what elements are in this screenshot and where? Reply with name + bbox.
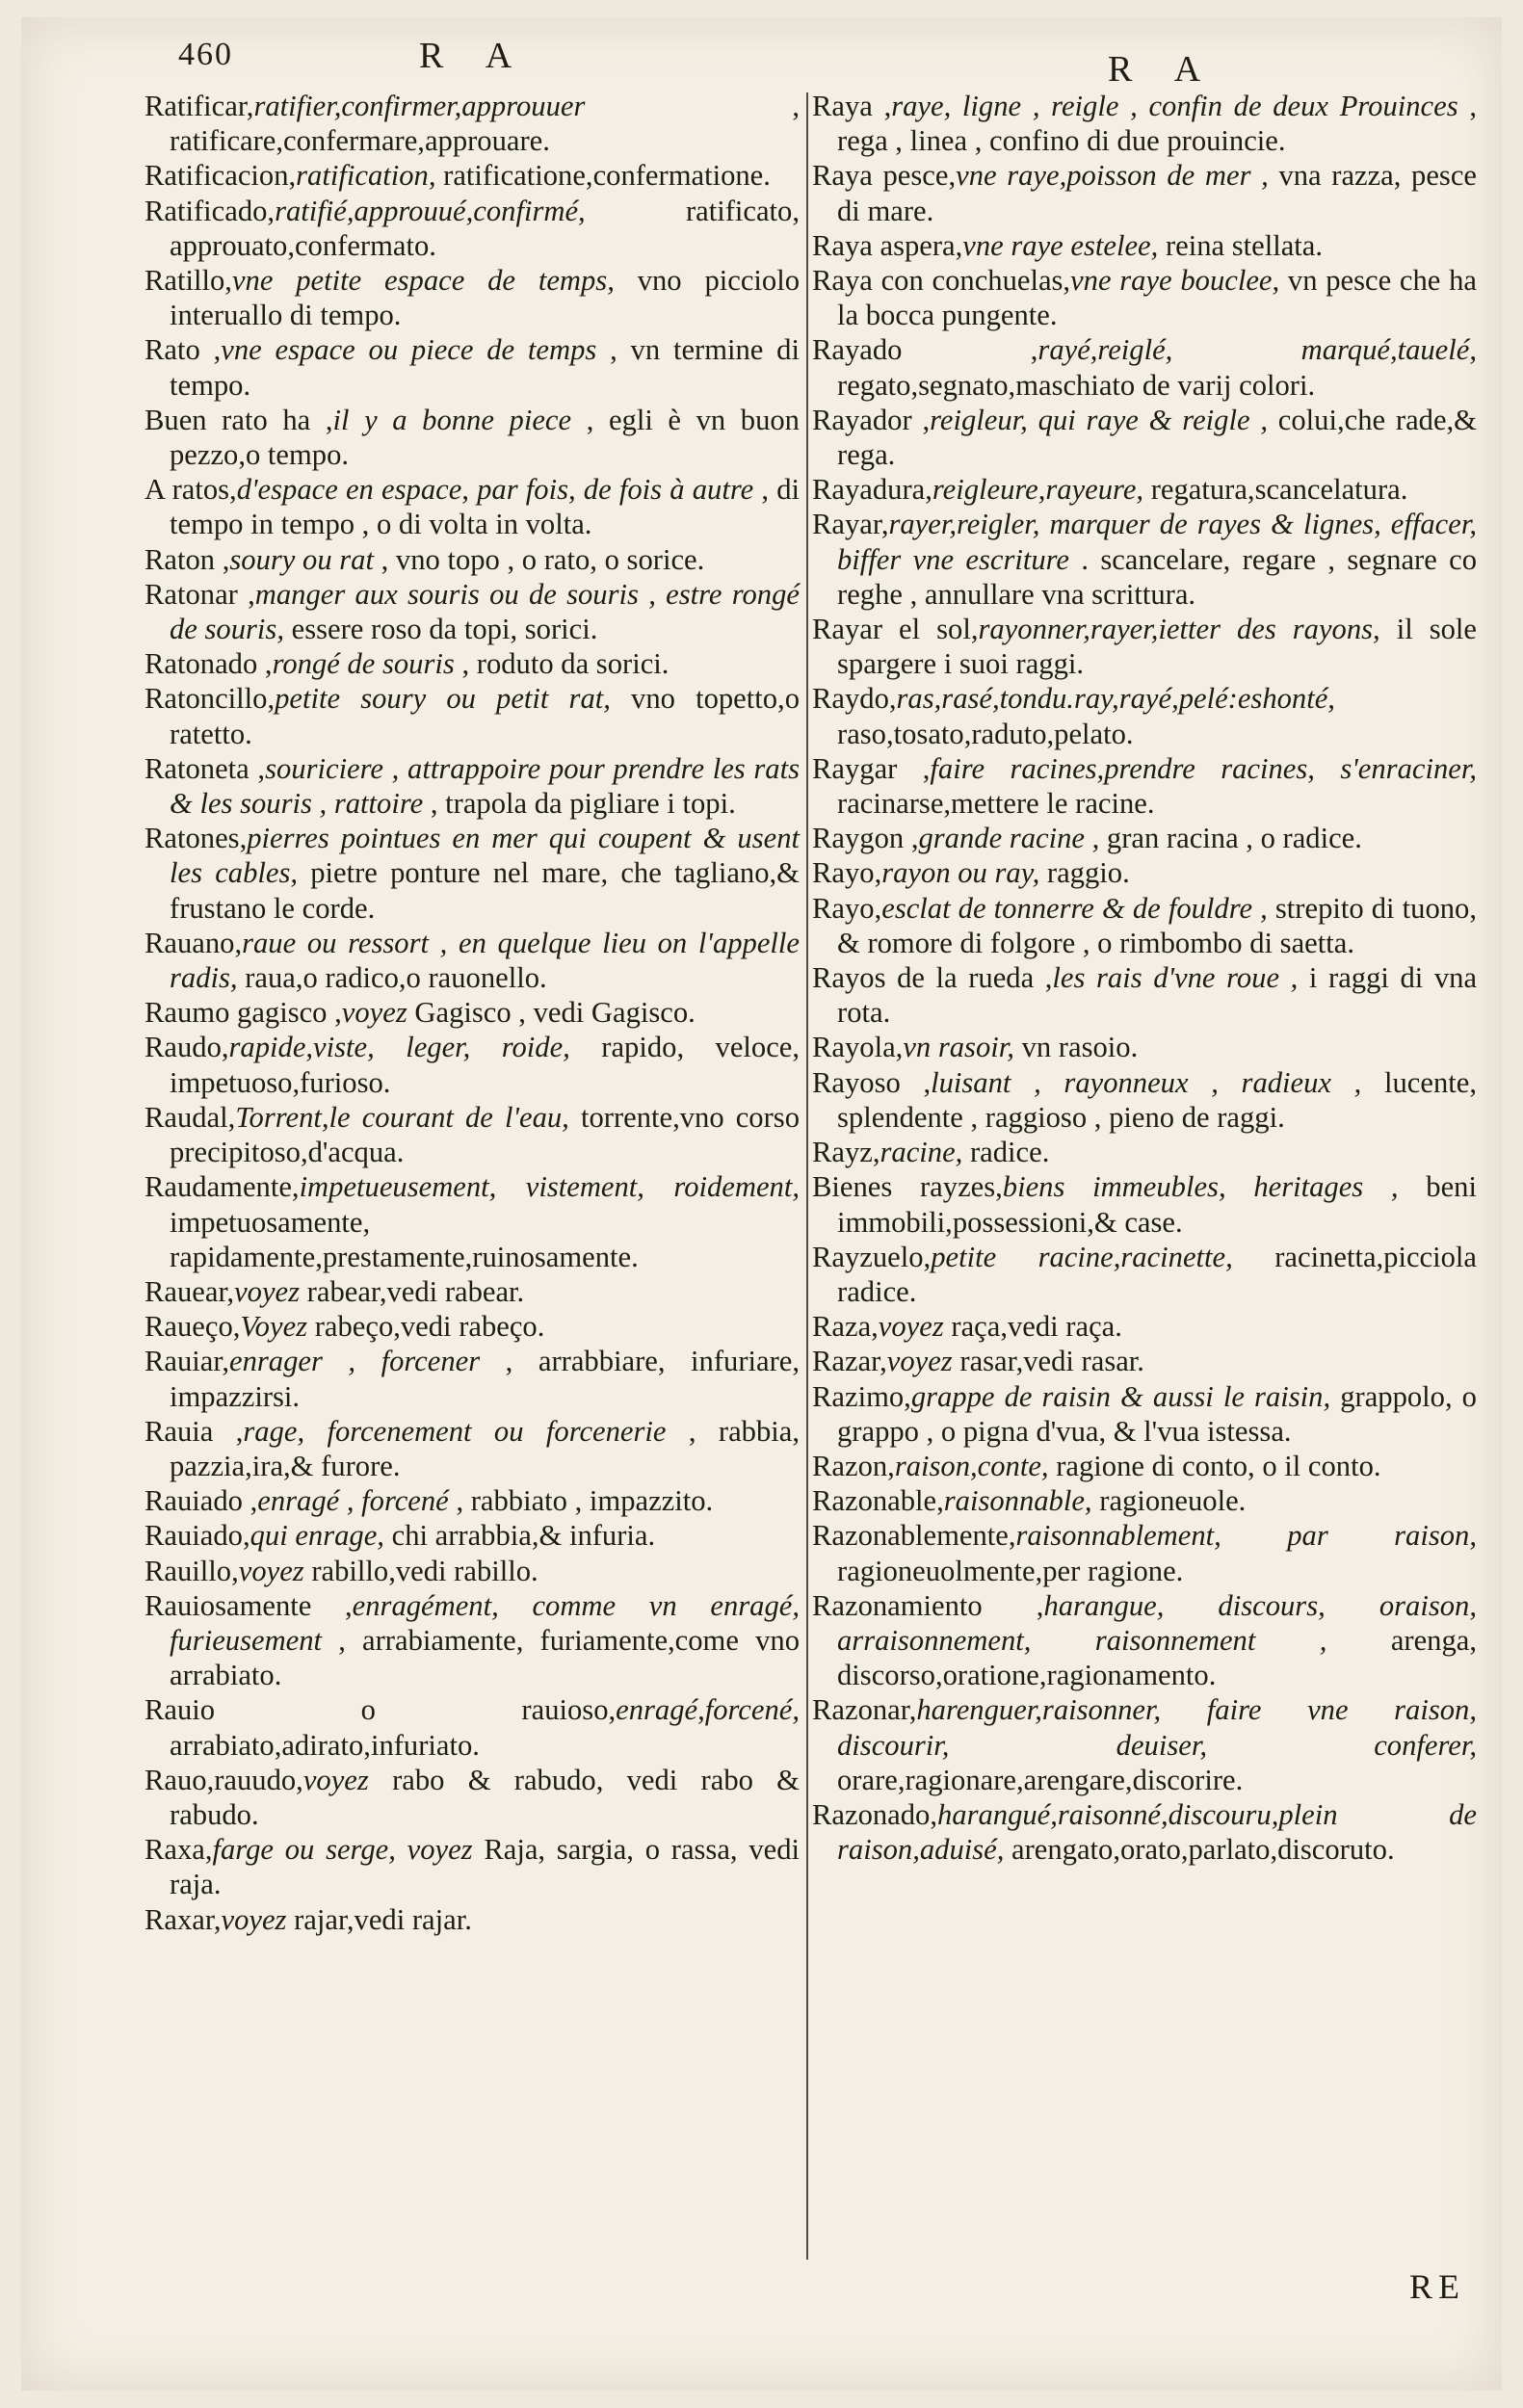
entry-headword: Bienes rayzes, — [812, 1170, 1003, 1204]
dictionary-entry — [144, 1518, 800, 1553]
dictionary-entry — [812, 507, 1477, 612]
entry-italian: beni immobili,possessioni,& case. — [837, 1170, 1477, 1239]
entry-headword: Rayzuelo, — [812, 1240, 932, 1273]
entry-french: Voyez — [240, 1310, 308, 1344]
entry-french: rage, forcenement ou forcenerie — [243, 1414, 667, 1448]
entry-italian: , trapola da pigliare i topi. — [430, 787, 736, 821]
dictionary-entry — [144, 1692, 800, 1762]
entry-headword: Rauiado, — [144, 1519, 250, 1553]
entry-italian: , arrabiamente, furiamente,come vno arrabiato. — [170, 1623, 800, 1692]
entry-italian: , ratificare,confermare,approuare. — [170, 90, 800, 158]
dictionary-entry — [812, 960, 1477, 1030]
entry-headword: Raumo gagisco , — [144, 996, 342, 1030]
entry-italian: , di tempo in tempo , o di volta in volta. — [170, 473, 801, 541]
dictionary-entry — [144, 158, 800, 193]
dictionary-entry — [144, 1274, 800, 1309]
entry-italian: ratificatione,confermatione. — [443, 159, 771, 193]
dictionary-entry — [144, 472, 800, 541]
entry-french: rongé de souris — [272, 647, 455, 681]
dictionary-entry — [812, 1483, 1477, 1518]
entry-headword: Ratones, — [144, 822, 248, 855]
entry-headword: Ratificacion, — [144, 159, 297, 193]
dictionary-entry — [144, 263, 800, 332]
entry-headword: Rayador , — [812, 403, 931, 436]
entry-french: rayon ou ray, — [881, 856, 1040, 890]
entry-french: voyez — [886, 1345, 953, 1378]
dictionary-entry — [812, 751, 1477, 821]
entry-headword: Rauio o rauioso, — [144, 1693, 617, 1727]
entry-french: harangué,raisonné,discouru,plein de raison,aduisé, — [837, 1797, 1477, 1867]
entry-headword: Rauiosamente , — [144, 1588, 353, 1622]
entry-french: vne espace ou piece de temps — [221, 333, 597, 367]
entry-headword: Rayoso , — [812, 1065, 932, 1099]
entry-headword: Ratificar, — [144, 90, 254, 122]
entry-french: raison,conte, — [894, 1449, 1049, 1482]
entry-headword: Raya pesce, — [812, 159, 957, 193]
entry-headword: Rato , — [144, 333, 222, 367]
entry-french: voyez — [238, 1554, 304, 1587]
dictionary-entry — [812, 263, 1477, 332]
entry-italian: orare,ragionare,arengare,discorire. — [837, 1763, 1244, 1796]
dictionary-entry — [812, 1379, 1477, 1449]
entry-italian: ragioneuole. — [1099, 1484, 1247, 1518]
entry-french: vne petite espace de temps, — [231, 264, 615, 298]
entry-french: voyez — [234, 1274, 301, 1308]
entry-italian: grappolo, o grappo , o pigna d'vua, & l'vua istessa. — [837, 1379, 1477, 1448]
entry-italian: , roduto da sorici. — [461, 647, 670, 681]
entry-headword: Rauia , — [144, 1414, 244, 1448]
entry-french: vne raye bouclee, — [1070, 264, 1280, 298]
entry-headword: Ratificado, — [144, 194, 276, 227]
dictionary-entry — [812, 821, 1477, 855]
entry-italian: essere roso da topi, sorici. — [291, 613, 598, 646]
dictionary-entry — [812, 1449, 1477, 1483]
entry-french: vne raye,poisson de mer , — [956, 159, 1269, 193]
entry-headword: Raygon , — [812, 822, 919, 855]
entry-italian: , rabbia, pazzia,ira,& furore. — [170, 1414, 800, 1482]
entry-french: raue ou ressort , en quelque lieu on l'appelle radis, — [170, 926, 800, 995]
entry-italian: lucente, splendente , raggioso , pieno de raggi. — [837, 1065, 1477, 1134]
entry-french: voyez — [341, 996, 407, 1030]
entry-headword: Razon, — [812, 1449, 895, 1482]
dictionary-entry — [144, 1588, 800, 1693]
entry-italian: rajar,vedi rajar. — [294, 1902, 472, 1936]
entry-headword: Rauo,rauudo, — [144, 1763, 303, 1796]
entry-headword: Ratonar , — [144, 577, 255, 611]
dictionary-entry — [812, 1309, 1477, 1344]
entry-headword: Razonar, — [812, 1693, 917, 1727]
entry-italian: racinetta,picciola radice. — [837, 1240, 1477, 1308]
right-column — [812, 89, 1477, 1867]
entry-french: esclat de tonnerre & de fouldre , — [881, 891, 1268, 925]
entry-headword: Razonablemente, — [812, 1519, 1016, 1553]
entry-italian: raggio. — [1046, 856, 1130, 890]
catchword: RE — [1408, 2267, 1465, 2306]
entry-french: d'espace en espace, par fois, de fois à autre — [236, 473, 754, 507]
entry-headword: Rayar, — [812, 508, 889, 541]
dictionary-entry — [144, 332, 800, 402]
entry-french: reigleure,rayeure, — [932, 473, 1144, 507]
left-column — [144, 89, 800, 1937]
entry-italian: rapido, veloce, impetuoso,furioso. — [170, 1031, 800, 1099]
dictionary-entry — [144, 681, 800, 750]
entry-french: ras,rasé,tondu.ray,rayé,pelé:eshonté, — [896, 682, 1335, 716]
entry-headword: Ratoncillo, — [144, 682, 276, 716]
entry-italian: , rega , linea , confino di due prouincie. — [837, 90, 1477, 158]
entry-french: luisant , rayonneux , radieux , — [931, 1065, 1362, 1099]
entry-italian: raso,tosato,raduto,pelato. — [837, 717, 1134, 750]
entry-italian: ragione di conto, o il conto. — [1056, 1449, 1381, 1482]
dictionary-entry — [812, 1240, 1477, 1309]
entry-french: enragé , forcené — [257, 1484, 449, 1518]
dictionary-entry — [812, 1344, 1477, 1378]
entry-italian: ragioneuolmente,per ragione. — [837, 1554, 1184, 1587]
entry-headword: Rauear, — [144, 1274, 235, 1308]
entry-headword: Raya , — [812, 90, 892, 122]
entry-italian: arengato,orato,parlato,discoruto. — [1011, 1833, 1395, 1867]
entry-french: ratification, — [296, 159, 436, 193]
entry-french: impetueusement, vistement, roidement, — [299, 1170, 800, 1204]
entry-french: pierres pointues en mer qui coupent & usent les cables, — [170, 822, 800, 890]
dictionary-entry — [812, 1692, 1477, 1797]
right-running-head: R A — [1108, 49, 1219, 90]
entry-headword: Raydo, — [812, 682, 897, 716]
dictionary-entry — [144, 577, 800, 646]
entry-italian: vno picciolo interuallo di tempo. — [170, 264, 800, 332]
dictionary-entry — [144, 1832, 800, 1901]
entry-italian: torrente,vno corso precipitoso,d'acqua. — [170, 1100, 800, 1169]
entry-headword: Buen rato ha , — [144, 403, 333, 436]
entry-italian: arenga, discorso,oratione,ragionamento. — [837, 1623, 1477, 1692]
entry-headword: Raueço, — [144, 1310, 241, 1344]
entry-headword: Rayadura, — [812, 473, 932, 507]
entry-italian: radice. — [969, 1136, 1050, 1169]
dictionary-entry — [144, 1554, 800, 1588]
entry-italian: , egli è vn buon pezzo,o tempo. — [170, 403, 800, 472]
entry-headword: Rayo, — [812, 891, 882, 925]
dictionary-entry — [144, 1169, 800, 1274]
dictionary-entry — [144, 542, 800, 577]
entry-italian: gran racina , o radice. — [1106, 822, 1362, 855]
dictionary-entry — [144, 1763, 800, 1832]
entry-french: racine, — [880, 1136, 963, 1169]
entry-headword: Raudamente, — [144, 1170, 300, 1204]
entry-italian: reina stellata. — [1165, 228, 1324, 262]
dictionary-entry — [812, 158, 1477, 227]
entry-french: enragément, comme vn enragé, furieusement — [170, 1588, 800, 1657]
entry-headword: Raxar, — [144, 1902, 222, 1936]
dictionary-entry — [812, 1030, 1477, 1064]
entry-french: voyez — [221, 1902, 287, 1936]
dictionary-entry — [144, 1902, 800, 1937]
dictionary-entry — [812, 891, 1477, 960]
entry-french: biens immeubles, heritages , — [1002, 1170, 1399, 1204]
entry-french: les rais d'vne roue , — [1052, 961, 1299, 995]
dictionary-entry — [144, 194, 800, 263]
entry-french: harenguer,raisonner, faire vne raison, discourir, deuiser, conferer, — [837, 1693, 1477, 1762]
entry-french: voyez — [302, 1763, 369, 1796]
entry-italian: vn rasoio. — [1021, 1031, 1139, 1064]
entry-italian: rabear,vedi rabear. — [306, 1274, 525, 1308]
entry-french: vne raye estelee, — [962, 228, 1159, 262]
entry-french: faire racines,prendre racines, s'enraciner, — [930, 751, 1477, 785]
entry-french: manger aux souris ou de souris , estre rongé de souris, — [170, 577, 800, 646]
entry-italian: pietre ponture nel mare, che tagliano,& frustano le corde. — [170, 856, 800, 925]
entry-headword: A ratos, — [144, 473, 237, 507]
entry-italian: rabeço,vedi rabeço. — [314, 1310, 545, 1344]
dictionary-entry — [144, 1309, 800, 1344]
entry-italian: raua,o radico,o rauonello. — [245, 961, 547, 995]
entry-french: grande racine , — [918, 822, 1100, 855]
entry-headword: Rauiado , — [144, 1484, 258, 1518]
left-running-head: R A — [419, 36, 530, 76]
entry-french: il y a bonne piece — [332, 403, 572, 436]
entry-italian: . scancelare, regare , segnare co reghe , annullare vna scrittura. — [837, 542, 1477, 611]
entry-italian: , rabbiato , impazzito. — [456, 1484, 714, 1518]
entry-headword: Raygar , — [812, 751, 931, 785]
entry-french: rayer,reigler, marquer de rayes & lignes, effacer, biffer vne escriture — [837, 508, 1477, 576]
dictionary-entry — [812, 403, 1477, 472]
entry-french: enrager , forcener — [228, 1345, 481, 1378]
entry-headword: Rayola, — [812, 1031, 904, 1064]
entry-headword: Raxa, — [144, 1833, 213, 1867]
entry-french: rayé,reiglé, marqué,tauelé, — [1037, 333, 1477, 367]
entry-headword: Rayo, — [812, 856, 882, 890]
entry-italian: Raja, sargia, o rassa, vedi raja. — [170, 1833, 800, 1901]
column-divider — [806, 92, 808, 2260]
dictionary-entry — [812, 1169, 1477, 1239]
entry-headword: Raya con conchuelas, — [812, 264, 1071, 298]
entry-italian: vna razza, pesce di mare. — [837, 159, 1477, 227]
entry-french: grappe de raisin & aussi le raisin, — [910, 1379, 1331, 1413]
dictionary-entry — [812, 89, 1477, 158]
entry-headword: Raton , — [144, 542, 230, 576]
entry-headword: Rayos de la rueda , — [812, 961, 1053, 995]
dictionary-entry — [144, 1483, 800, 1518]
dictionary-entry — [812, 612, 1477, 681]
entry-italian: , vno topo , o rato, o sorice. — [381, 542, 705, 576]
entry-italian: impetuosamente, rapidamente,prestamente,ruinosamente. — [170, 1205, 639, 1273]
entry-french: farge ou serge, voyez — [212, 1833, 473, 1867]
dictionary-entry — [812, 1797, 1477, 1867]
dictionary-entry — [144, 403, 800, 472]
dictionary-entry — [144, 1344, 800, 1413]
dictionary-entry — [812, 472, 1477, 507]
dictionary-entry — [812, 681, 1477, 750]
entry-french: qui enrage, — [249, 1519, 384, 1553]
entry-italian: vno topetto,o ratetto. — [170, 682, 800, 750]
dictionary-entry — [144, 1414, 800, 1483]
entry-french: voyez — [878, 1310, 944, 1344]
entry-headword: Rayar el sol, — [812, 613, 979, 646]
dictionary-entry — [812, 332, 1477, 402]
entry-italian: rabo & rabudo, vedi rabo & rabudo. — [170, 1763, 800, 1831]
entry-french: Torrent,le courant de l'eau, — [235, 1100, 569, 1134]
dictionary-entry — [144, 1100, 800, 1169]
entry-headword: Razar, — [812, 1345, 887, 1378]
entry-french: raisonnable, — [943, 1484, 1092, 1518]
dictionary-entry — [812, 1065, 1477, 1135]
entry-headword: Raza, — [812, 1310, 879, 1344]
entry-italian: strepito di tuono, & romore di folgore , o rimbombo di saetta. — [837, 891, 1477, 959]
entry-italian: arrabiato,adirato,infuriato. — [170, 1728, 480, 1762]
entry-french: rayonner,rayer,ietter des rayons, — [978, 613, 1380, 646]
entry-headword: Rauano, — [144, 926, 243, 959]
dictionary-entry — [144, 995, 800, 1030]
dictionary-entry — [144, 89, 800, 158]
entry-italian: ratificato, approuato,confermato. — [170, 194, 800, 262]
dictionary-entry — [144, 646, 800, 681]
entry-french: raisonnablement, par raison, — [1015, 1519, 1477, 1553]
entry-headword: Raudal, — [144, 1100, 236, 1134]
entry-headword: Razonado, — [812, 1797, 937, 1831]
entry-french: ratifié,approuué,confirmé, — [275, 194, 586, 227]
entry-italian: Gagisco , vedi Gagisco. — [414, 996, 696, 1030]
entry-french: vn rasoir, — [903, 1031, 1014, 1064]
entry-headword: Raudo, — [144, 1031, 229, 1064]
entry-french: raye, ligne , reigle , confin de deux Prouinces — [891, 90, 1458, 122]
dictionary-entry — [812, 228, 1477, 263]
entry-headword: Razonable, — [812, 1484, 944, 1518]
entry-headword: Ratoneta , — [144, 751, 266, 785]
entry-italian: chi arrabbia,& infuria. — [391, 1519, 656, 1553]
entry-french: soury ou rat — [229, 542, 374, 576]
entry-french: petite soury ou petit rat, — [275, 682, 611, 716]
dictionary-entry — [812, 855, 1477, 890]
dictionary-entry — [144, 1030, 800, 1099]
entry-french: harangue, discours, oraison, arraisonnement, raisonnement , — [837, 1588, 1477, 1657]
entry-italian: , arrabbiare, infuriare, impazzirsi. — [170, 1345, 801, 1413]
dictionary-entry — [812, 1518, 1477, 1587]
entry-italian: racinarse,mettere le racine. — [837, 787, 1155, 821]
entry-italian: i raggi di vna rota. — [837, 961, 1478, 1030]
entry-headword: Ratonado , — [144, 647, 273, 681]
entry-headword: Raya aspera, — [812, 228, 963, 262]
entry-french: rapide,viste, leger, roide, — [228, 1031, 570, 1064]
entry-headword: Rayz, — [812, 1136, 880, 1169]
entry-italian: , vn termine di tempo. — [170, 333, 800, 402]
entry-french: ratifier,confirmer,approuuer — [253, 90, 586, 122]
entry-italian: rasar,vedi rasar. — [959, 1345, 1144, 1378]
entry-french: enragé,forcené, — [616, 1693, 800, 1727]
entry-italian: regatura,scancelatura. — [1150, 473, 1408, 507]
dictionary-entry — [144, 751, 800, 821]
dictionary-entry — [144, 926, 800, 995]
entry-italian: colui,che rade,& rega. — [837, 403, 1477, 472]
entry-italian: vn pesce che ha la bocca pungente. — [837, 264, 1477, 332]
entry-headword: Rauiar, — [144, 1345, 229, 1378]
entry-headword: Rauillo, — [144, 1554, 239, 1587]
entry-headword: Ratillo, — [144, 264, 232, 298]
page-number: 460 — [178, 37, 233, 72]
entry-french: petite racine,racinette, — [931, 1240, 1233, 1273]
entry-headword: Rayado , — [812, 333, 1038, 367]
dictionary-entry — [812, 1588, 1477, 1693]
entry-headword: Razimo, — [812, 1379, 911, 1413]
entry-headword: Razonamiento , — [812, 1588, 1044, 1622]
entry-italian: rabillo,vedi rabillo. — [311, 1554, 538, 1587]
entry-italian: il sole spargere i suoi raggi. — [837, 613, 1477, 681]
entry-italian: raça,vedi raça. — [951, 1310, 1122, 1344]
entry-italian: regato,segnato,maschiato de varij colori. — [837, 368, 1316, 402]
entry-french: souriciere , attrappoire pour prendre les rats & les souris , rattoire — [170, 751, 800, 821]
entry-french: reigleur, qui raye & reigle , — [930, 403, 1268, 436]
dictionary-entry — [144, 821, 800, 926]
dictionary-entry — [812, 1135, 1477, 1169]
